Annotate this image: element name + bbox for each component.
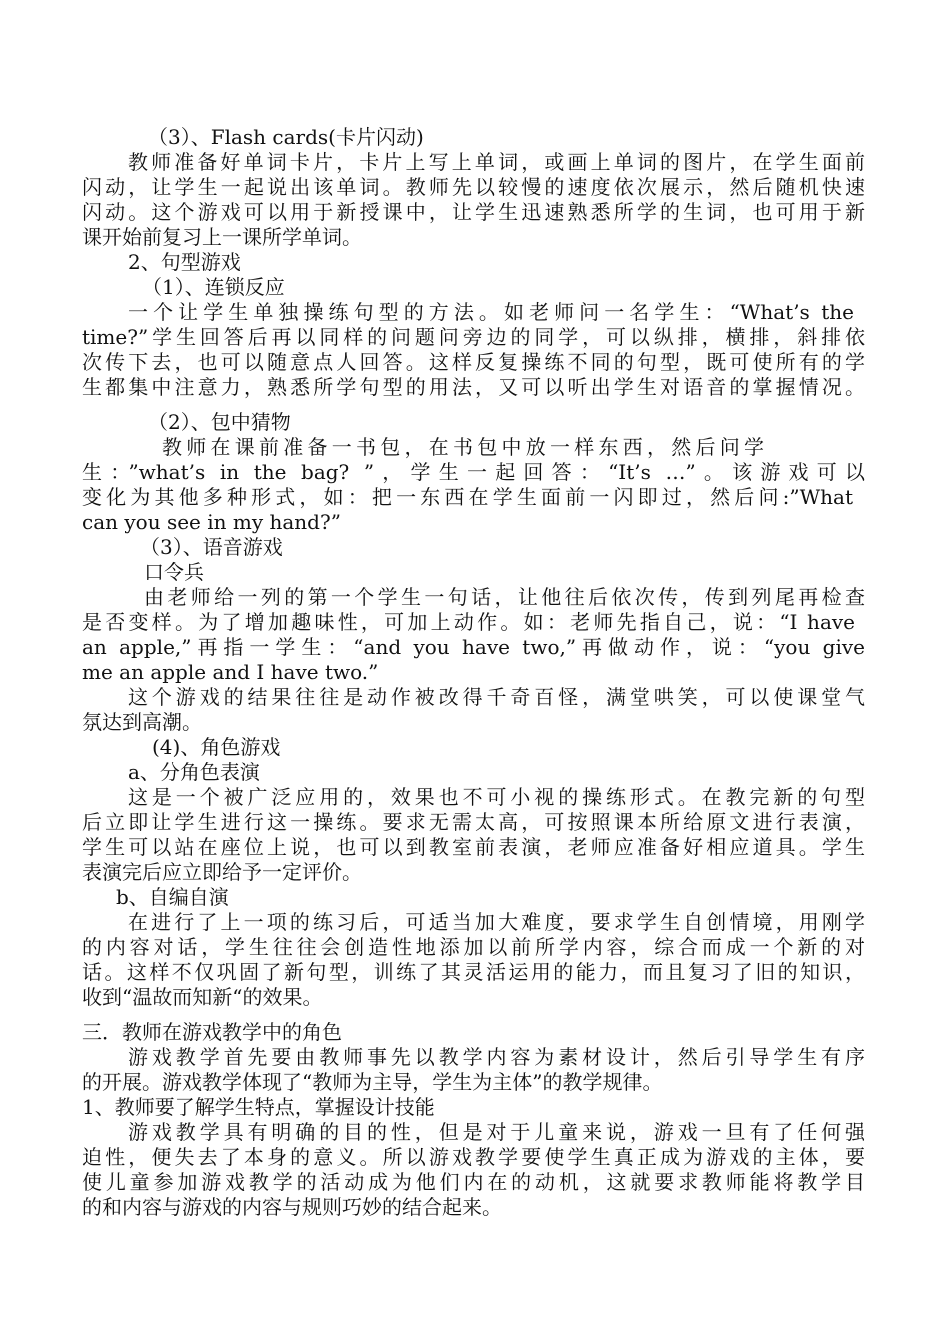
paragraph-line: 的内容对话，学生往往会创造性地添加以前所学内容，综合而成一个新的对 — [82, 935, 865, 959]
paragraph-line: 的开展。游戏教学体现了“教师为主导，学生为主体”的教学规律。 — [82, 1070, 663, 1094]
paragraph-line: 教师准备好单词卡片，卡片上写上单词，或画上单词的图片，在学生面前 — [128, 150, 865, 174]
paragraph-line: me an apple and I have two.” — [82, 660, 379, 684]
paragraph-line: can you see in my hand?” — [82, 510, 341, 534]
paragraph-line: 氛达到高潮。 — [82, 710, 202, 734]
subheading-role-play: a、分角色表演 — [128, 760, 260, 784]
paragraph-line: time?”学生回答后再以同样的问题问旁边的同学，可以纵排，横排，斜排依 — [82, 325, 865, 349]
paragraph-line: an apple,”再指一学生：“and you have two,”再做动作，说：“you give — [82, 635, 865, 659]
paragraph-line: 次传下去，也可以随意点人回答。这样反复操练不同的句型，既可使所有的学 — [82, 350, 865, 374]
subheading-password-soldier: 口令兵 — [144, 560, 204, 584]
paragraph-line: 游戏教学首先要由教师事先以教学内容为素材设计，然后引导学生有序 — [128, 1045, 865, 1069]
paragraph-line: 是否变样。为了增加趣味性，可加上动作。如：老师先指自己，说：“I have — [82, 610, 855, 634]
paragraph-line: 教师在课前准备一书包，在书包中放一样东西，然后问学 — [162, 435, 764, 459]
heading-sentence-games: 2、句型游戏 — [128, 250, 241, 274]
heading-role-games: (4)、角色游戏 — [152, 735, 281, 759]
heading-phonetic-games: （3）、语音游戏 — [140, 535, 283, 559]
paragraph-line: 生：”what’s in the bag? ”，学生一起回答：“It’s …”。该游戏可以 — [82, 460, 865, 484]
subheading-self-directed: b、自编自演 — [116, 885, 229, 909]
paragraph-line: 这是一个被广泛应用的，效果也不可小视的操练形式。在教完新的句型 — [128, 785, 865, 809]
paragraph-line: 生都集中注意力，熟悉所学句型的用法，又可以听出学生对语音的掌握情况。 — [82, 375, 865, 399]
heading-guess-in-bag: （2）、包中猜物 — [148, 410, 291, 434]
heading-flash-cards: （3）、Flash cards(卡片闪动) — [148, 125, 424, 149]
paragraph-line: 闪动。这个游戏可以用于新授课中，让学生迅速熟悉所学的生词，也可用于新 — [82, 200, 865, 224]
subsection-heading: 1、教师要了解学生特点，掌握设计技能 — [82, 1095, 435, 1119]
heading-chain-reaction: （1）、连锁反应 — [142, 275, 285, 299]
paragraph-line: 使儿童参加游戏教学的活动成为他们内在的动机，这就要求教师能将教学目 — [82, 1170, 865, 1194]
paragraph-line: 学生可以站在座位上说，也可以到教室前表演，老师应准备好相应道具。学生 — [82, 835, 865, 859]
paragraph-line: 迫性，便失去了本身的意义。所以游戏教学要使学生真正成为游戏的主体，要 — [82, 1145, 865, 1169]
paragraph-line: 在进行了上一项的练习后，可适当加大难度，要求学生自创情境，用刚学 — [128, 910, 865, 934]
paragraph-line: 后立即让学生进行这一操练。要求无需太高，可按照课本所给原文进行表演， — [82, 810, 865, 834]
section-heading-teacher-role: 三．教师在游戏教学中的角色 — [82, 1020, 342, 1044]
paragraph-line: 这个游戏的结果往往是动作被改得千奇百怪，满堂哄笑，可以使课堂气 — [128, 685, 865, 709]
paragraph-line: 话。这样不仅巩固了新句型，训练了其灵活运用的能力，而且复习了旧的知识， — [82, 960, 865, 984]
paragraph-line: 表演完后应立即给予一定评价。 — [82, 860, 362, 884]
paragraph-line: 闪动，让学生一起说出该单词。教师先以较慢的速度依次展示，然后随机快速 — [82, 175, 865, 199]
paragraph-line: 变化为其他多种形式，如：把一东西在学生面前一闪即过，然后问:”What — [82, 485, 853, 509]
paragraph-line: 课开始前复习上一课所学单词。 — [82, 225, 362, 249]
paragraph-line: 游戏教学具有明确的目的性，但是对于儿童来说，游戏一旦有了任何强 — [128, 1120, 865, 1144]
paragraph-line: 的和内容与游戏的内容与规则巧妙的结合起来。 — [82, 1195, 502, 1219]
paragraph-line: 一个让学生单独操练句型的方法。如老师问一名学生：“What’s the — [128, 300, 854, 324]
paragraph-line: 由老师给一列的第一个学生一句话，让他往后依次传，传到列尾再检查 — [144, 585, 865, 609]
paragraph-line: 收到“温故而知新“的效果。 — [82, 985, 323, 1009]
